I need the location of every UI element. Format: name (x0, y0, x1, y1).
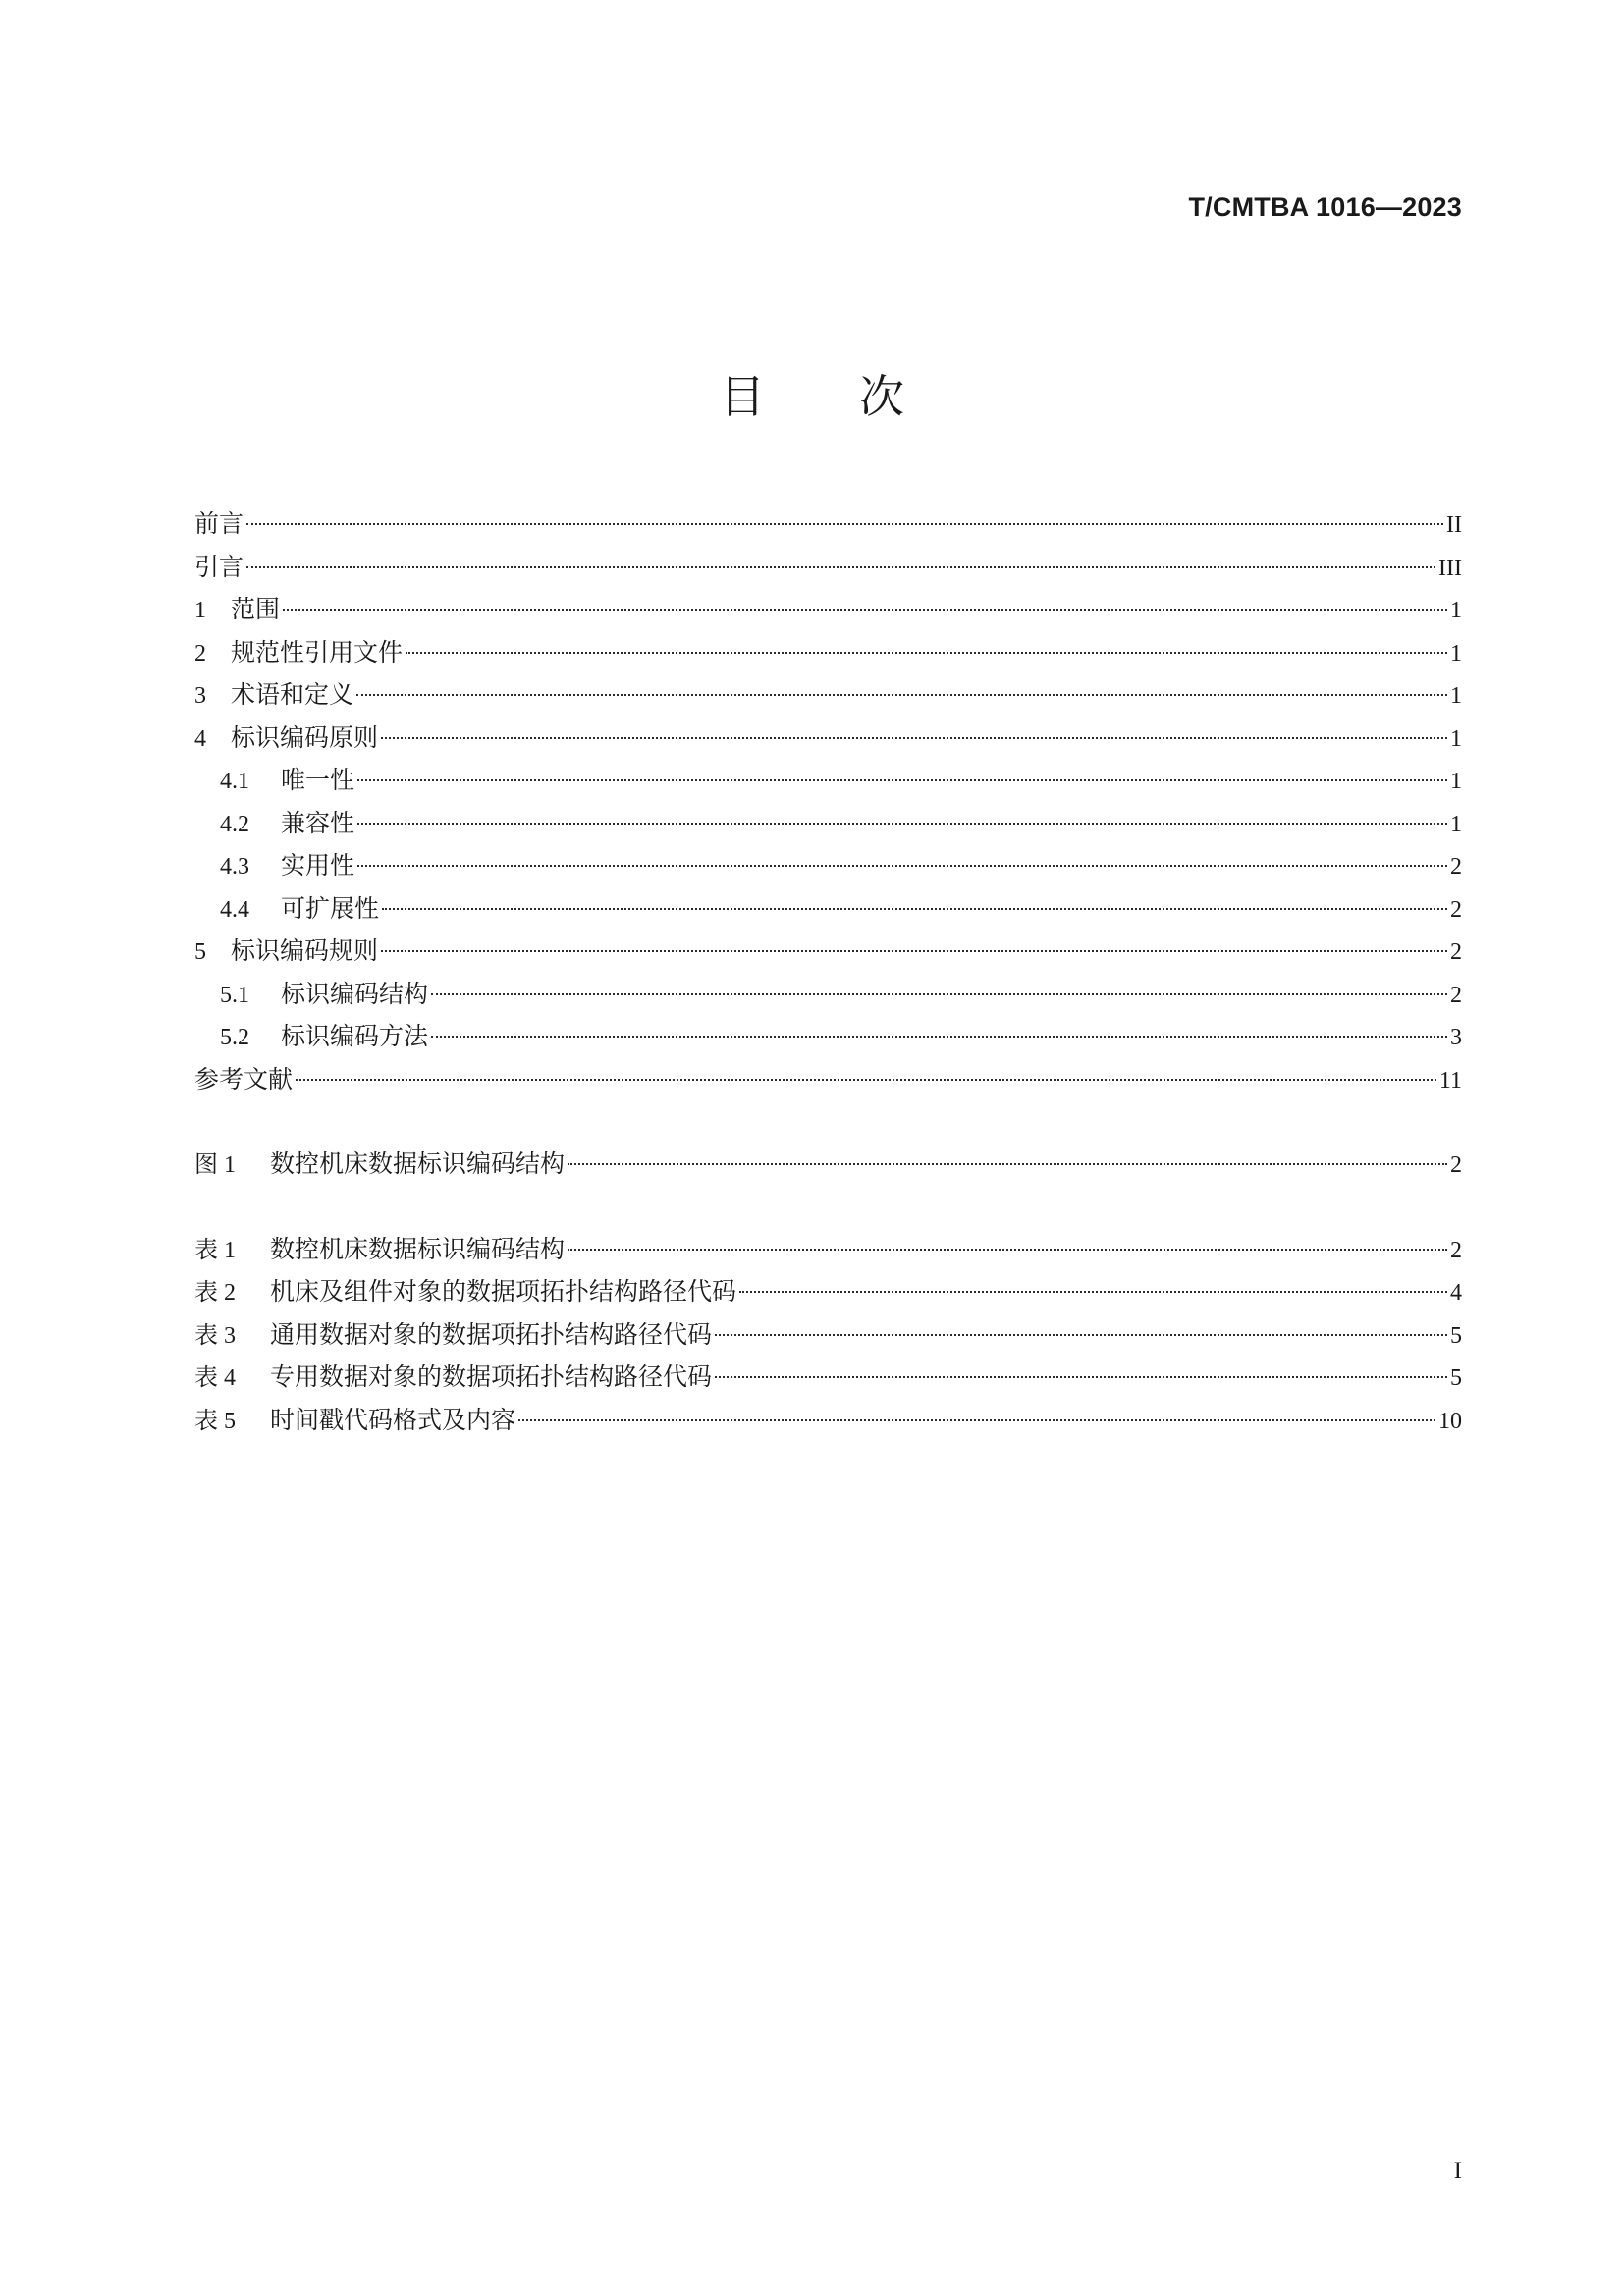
toc-entry-number: 4.1 (220, 769, 249, 794)
table-number: 1 (224, 1237, 236, 1263)
table-number: 4 (224, 1365, 236, 1391)
toc-entry-number (194, 1401, 270, 1444)
toc-entry-label: 术语和定义 (231, 680, 354, 709)
toc-entry-number (194, 1315, 270, 1359)
toc-entry-label: 时间戳代码格式及内容 (270, 1405, 516, 1434)
toc-entry-figure-1[interactable] (194, 1143, 1462, 1186)
toc-entry-label: 唯一性 (281, 766, 355, 794)
toc-entry-page: 11 (1438, 1067, 1462, 1094)
toc-entry-number: 5.2 (220, 1025, 249, 1050)
toc-entry-page: 2 (1450, 1152, 1462, 1178)
toc-entry-page: 1 (1450, 811, 1462, 837)
table-number: 5 (224, 1408, 236, 1434)
figure-number: 1 (224, 1152, 236, 1178)
page-number: I (1453, 2158, 1462, 2184)
toc-entry-table-2[interactable] (194, 1270, 1462, 1313)
toc-entry-section-2[interactable] (194, 631, 1462, 674)
leader-dots (715, 1376, 1447, 1378)
toc-entry-label: 标识编码结构 (281, 979, 429, 1008)
toc-entry-page: 1 (1450, 725, 1462, 752)
toc-entry-section-4-3[interactable] (194, 844, 1462, 887)
toc-entry-number: 3 (194, 683, 206, 709)
toc-entry-number: 2 (194, 640, 206, 667)
toc-entry-section-1[interactable] (194, 588, 1462, 631)
page-title: 目次 (720, 370, 999, 423)
toc-entry-label: 前言 (194, 509, 244, 538)
toc-entry-section-4-1[interactable] (194, 759, 1462, 802)
leader-dots (381, 950, 1447, 952)
toc-entry-section-5-2[interactable] (194, 1015, 1462, 1058)
toc-entry-page: III (1438, 555, 1462, 581)
toc-entry-number: 5.1 (220, 982, 249, 1008)
toc-entry-label: 数控机床数据标识编码结构 (270, 1234, 566, 1263)
toc-entry-label: 参考文献 (194, 1064, 294, 1094)
table-prefix: 表 (194, 1280, 218, 1306)
table-number: 2 (224, 1280, 236, 1306)
toc-entry-page: II (1446, 512, 1462, 538)
toc-entry-page: 5 (1450, 1365, 1462, 1391)
toc-entry-number (194, 1145, 270, 1188)
toc-entry-page: 1 (1450, 769, 1462, 794)
toc-entry-table-1[interactable] (194, 1228, 1462, 1271)
leader-dots (382, 908, 1447, 910)
table-of-contents (194, 503, 1462, 1441)
toc-entry-page: 2 (1450, 896, 1462, 923)
toc-entry-page: 1 (1450, 683, 1462, 709)
toc-entry-table-4[interactable] (194, 1356, 1462, 1399)
leader-dots (357, 779, 1447, 781)
table-prefix: 表 (194, 1237, 218, 1263)
table-prefix: 表 (194, 1365, 218, 1391)
table-prefix: 表 (194, 1408, 218, 1434)
leader-dots (715, 1334, 1447, 1336)
leader-dots (246, 566, 1435, 568)
toc-entry-label: 标识编码原则 (231, 722, 379, 752)
toc-entry-label: 数控机床数据标识编码结构 (270, 1149, 566, 1178)
leader-dots (431, 1036, 1447, 1038)
toc-entry-page: 2 (1450, 854, 1462, 880)
toc-entry-label: 通用数据对象的数据项拓扑结构路径代码 (270, 1319, 713, 1349)
toc-entry-section-4[interactable] (194, 717, 1462, 760)
toc-entry-label: 范围 (231, 595, 281, 623)
spacer (194, 1100, 1462, 1143)
leader-dots (381, 737, 1447, 739)
leader-dots (296, 1079, 1436, 1081)
toc-entry-label: 机床及组件对象的数据项拓扑结构路径代码 (270, 1277, 737, 1306)
toc-entry-page: 4 (1450, 1280, 1462, 1306)
leader-dots (246, 523, 1443, 525)
toc-entry-foreword[interactable] (194, 503, 1462, 546)
toc-entry-number: 4.3 (220, 854, 249, 880)
leader-dots (356, 694, 1447, 696)
leader-dots (406, 652, 1447, 654)
leader-dots (739, 1291, 1447, 1293)
document-code: T/CMTBA 1016—2023 (1188, 192, 1462, 222)
toc-entry-label: 专用数据对象的数据项拓扑结构路径代码 (270, 1362, 713, 1391)
toc-entry-table-5[interactable] (194, 1399, 1462, 1442)
toc-entry-number (194, 1230, 270, 1273)
toc-entry-label: 标识编码规则 (231, 936, 379, 965)
toc-entry-section-3[interactable] (194, 673, 1462, 717)
toc-entry-introduction[interactable] (194, 546, 1462, 589)
leader-dots (568, 1163, 1447, 1165)
leader-dots (357, 823, 1447, 825)
toc-entry-label: 标识编码方法 (281, 1022, 429, 1050)
toc-entry-page: 2 (1450, 939, 1462, 965)
toc-entry-section-4-2[interactable] (194, 802, 1462, 845)
leader-dots (568, 1249, 1447, 1251)
toc-entry-number: 4 (194, 725, 206, 752)
toc-entry-number: 5 (194, 939, 206, 965)
toc-entry-number: 4.2 (220, 811, 249, 837)
toc-entry-number (194, 1272, 270, 1315)
toc-entry-number: 1 (194, 598, 206, 623)
leader-dots (518, 1419, 1435, 1421)
toc-entry-page: 2 (1450, 982, 1462, 1008)
toc-entry-section-5-1[interactable] (194, 973, 1462, 1016)
toc-entry-number: 4.4 (220, 896, 249, 923)
table-prefix: 表 (194, 1322, 218, 1349)
table-number: 3 (224, 1322, 236, 1349)
toc-entry-label: 兼容性 (281, 808, 355, 837)
toc-entry-page: 1 (1450, 640, 1462, 667)
toc-entry-label: 可扩展性 (281, 893, 380, 923)
toc-entry-page: 3 (1450, 1025, 1462, 1050)
toc-entry-label: 实用性 (281, 851, 355, 880)
toc-entry-section-5[interactable] (194, 930, 1462, 973)
figure-prefix: 图 (194, 1152, 218, 1178)
spacer (194, 1186, 1462, 1228)
toc-entry-label: 引言 (194, 552, 244, 581)
toc-entry-page: 2 (1450, 1237, 1462, 1263)
toc-entry-section-4-4[interactable] (194, 887, 1462, 931)
leader-dots (357, 865, 1447, 867)
leader-dots (283, 609, 1447, 611)
toc-entry-label: 规范性引用文件 (231, 637, 404, 667)
toc-entry-page: 1 (1450, 598, 1462, 623)
toc-entry-page: 10 (1438, 1408, 1462, 1434)
toc-entry-page: 5 (1450, 1322, 1462, 1349)
leader-dots (431, 993, 1447, 995)
toc-entry-table-3[interactable] (194, 1313, 1462, 1357)
toc-entry-bibliography[interactable] (194, 1058, 1462, 1101)
toc-entry-number (194, 1358, 270, 1401)
